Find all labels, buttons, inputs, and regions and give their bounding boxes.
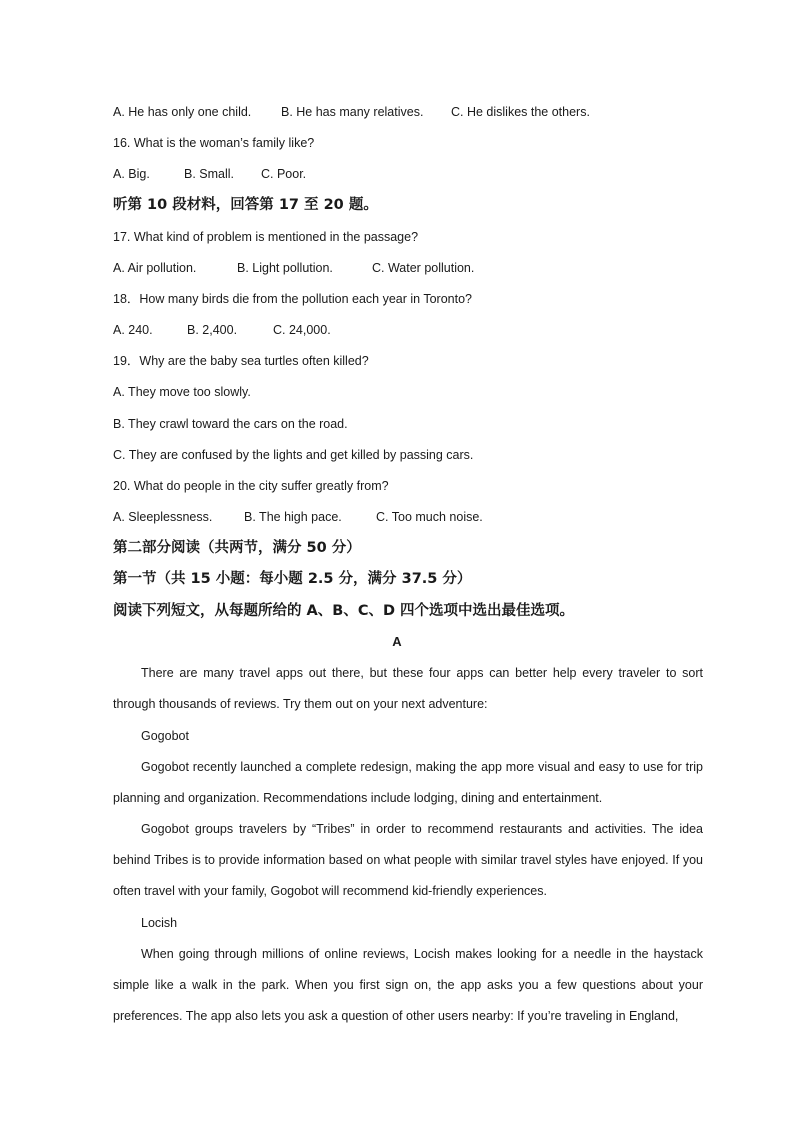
q17-option-b: B. Light pollution.: [237, 261, 333, 275]
q16-option-b: B. Small.: [184, 167, 235, 181]
app2-name: Locish: [141, 916, 178, 930]
part2-heading: 第二部分阅读（共两节，满分 50 分）: [113, 540, 361, 556]
q18-question: 18．How many birds die from the pollution each year in Toronto?: [113, 292, 472, 306]
section1-heading: 第一节（共 15 小题：每小题 2.5 分，满分 37.5 分）: [113, 571, 472, 587]
app1-paragraph-2: Gogobot groups travelers by “Tribes” in order to recommend restaurants and activities. The idea behind Tribes is to provide information based on what people with similar travel styles have enjoyed. If you often travel with your family, Gogobot will recommend kid-friendly experiences.: [113, 822, 703, 899]
q20-options: [113, 509, 483, 525]
q15-option-b: B. He has many relatives.: [281, 105, 424, 119]
q20-option-a: A. Sleeplessness.: [113, 510, 213, 524]
app2-paragraph-1: When going through millions of online reviews, Locish makes looking for a needle in the haystack simple like a walk in the park. When you first sign on, the app asks you a few questions about your preferences. The app also lets you ask a question of other users nearby: If you’re traveling in England,: [113, 947, 703, 1024]
q17-question: 17. What kind of problem is mentioned in the passage?: [113, 230, 419, 244]
q18-option-a: A. 240.: [113, 323, 153, 337]
q15-options: [113, 104, 590, 120]
section10-heading: 听第 10 段材料，回答第 17 至 20 题。: [113, 197, 378, 213]
q18-option-c: C. 24,000.: [273, 323, 331, 337]
app1-name: Gogobot: [141, 729, 189, 743]
q15-option-c: C. He dislikes the others.: [451, 105, 590, 119]
q16-options: [113, 166, 306, 182]
q16-option-a: A. Big.: [113, 167, 150, 181]
q19-option-c: C. They are confused by the lights and get killed by passing cars.: [113, 448, 474, 462]
passage-label: A: [392, 634, 402, 649]
q18-option-b: B. 2,400.: [187, 323, 238, 337]
q20-option-c: C. Too much noise.: [376, 510, 483, 524]
app1-paragraph-1: Gogobot recently launched a complete redesign, making the app more visual and easy to use for trip planning and organization. Recommendations include lodging, dining and entertainment.: [113, 760, 703, 806]
q19-question: 19．Why are the baby sea turtles often killed?: [113, 354, 369, 368]
q15-option-a: A. He has only one child.: [113, 105, 252, 119]
q19-option-a: A. They move too slowly.: [113, 385, 251, 399]
passage-intro: There are many travel apps out there, but these four apps can better help every traveler to sort through thousands of reviews. Try them out on your next adventure:: [113, 666, 703, 712]
q17-option-c: C. Water pollution.: [372, 261, 475, 275]
q20-question: 20. What do people in the city suffer greatly from?: [113, 479, 389, 493]
q17-option-a: A. Air pollution.: [113, 261, 197, 275]
q16-question: 16. What is the woman’s family like?: [113, 136, 315, 150]
q18-options: [113, 322, 331, 338]
q17-options: [113, 260, 474, 276]
q19-option-b: B. They crawl toward the cars on the road.: [113, 417, 348, 431]
q20-option-b: B. The high pace.: [244, 510, 342, 524]
instructions: 阅读下列短文，从每题所给的 A、B、C、D 四个选项中选出最佳选项。: [113, 603, 575, 619]
q16-option-c: C. Poor.: [261, 167, 307, 181]
